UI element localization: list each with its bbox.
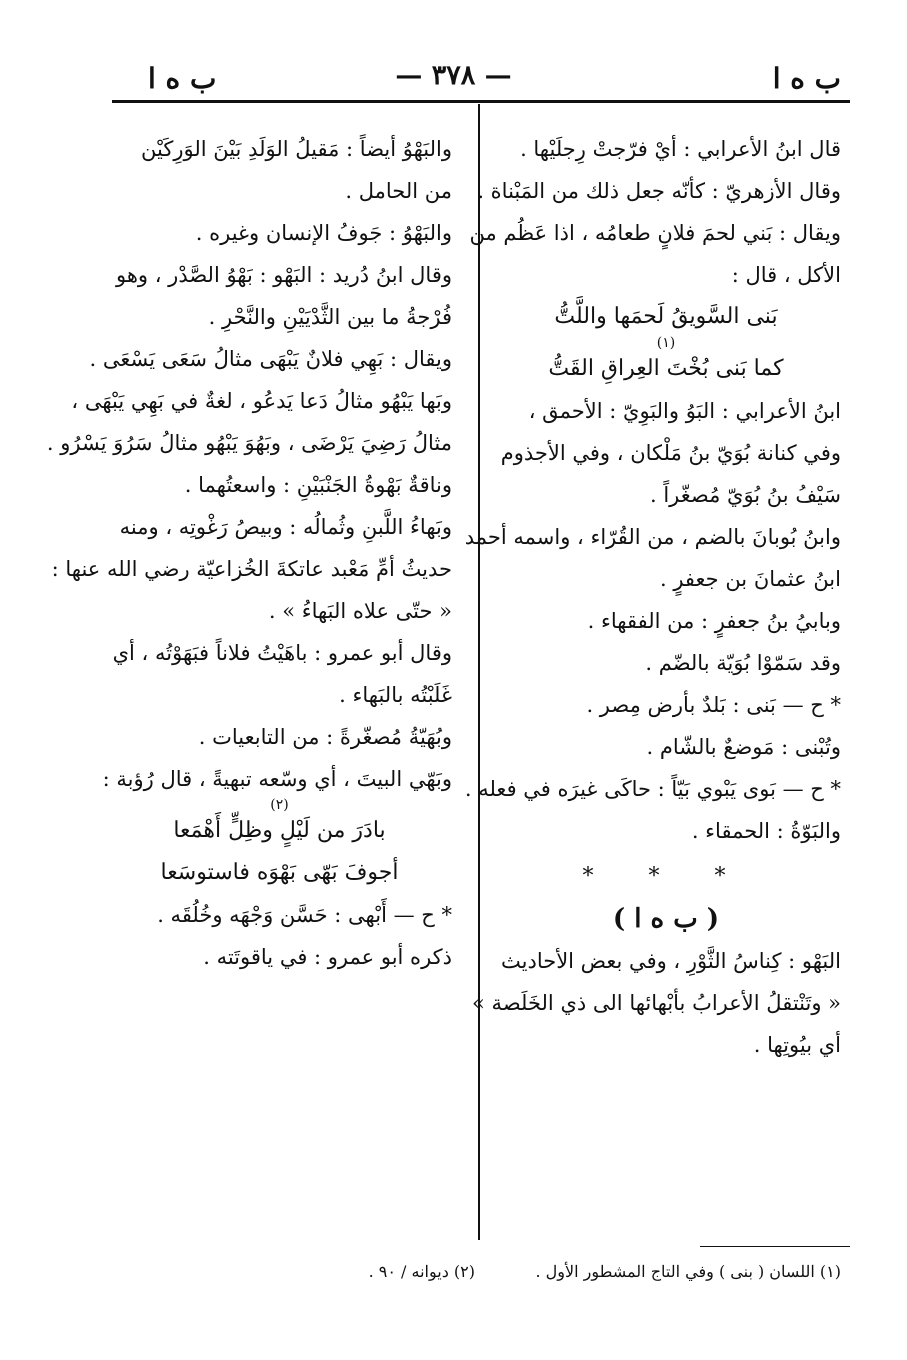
verse-line: كما بَنى بُخْتَ العِراقِ القَتُّ — [548, 356, 784, 381]
column-divider — [478, 104, 480, 1240]
text-line: وتُبْنى : مَوضعٌ بالشّام . — [646, 735, 841, 759]
text-line: وناقةٌ بَهْوةُ الجَنْبَيْنِ : واسعتُهما . — [184, 473, 452, 497]
section-title: ( ب ه ا ) — [612, 904, 720, 934]
text-line: * ح — بَنى : بَلدٌ بأرض مِصر . — [586, 693, 841, 717]
text-line: مثالُ رَضِيَ يَرْضَى ، وبَهُوَ يَبْهُو مثالُ سَرُوَ يَسْرُو . — [46, 431, 452, 455]
text-line: البَهْو : كِناسُ الثَّوْرِ ، وفي بعض الأحاديث — [501, 949, 841, 973]
text-line: « وتَنْتقلُ الأعرابُ بأبْهائها الى ذي الخَلَصة » — [472, 991, 841, 1015]
text-line: فُرْجةُ ما بين الثَّدْيَيْنِ والنَّحْرِ . — [208, 305, 452, 329]
text-line: ابنُ الأعرابي : البَوُ والبَوِيّ : الأحمق ، — [528, 399, 841, 423]
text-line: وبَهاءُ اللَّبنِ وثُمالُه : وبيصُ رَغْوتِه ، ومنه — [119, 515, 452, 539]
text-line: والبَهْوُ أيضاً : مَقيلُ الوَلَدِ بَيْنَ الوَرِكَيْن — [141, 137, 452, 161]
footnote-2: (٢) ديوانه / ٩٠ . — [368, 1262, 475, 1281]
section-separator: * * * — [582, 864, 750, 889]
verse-line: بَنى السَّويقُ لَحمَها واللَّتُّ — [554, 304, 778, 329]
text-line: والبَهْوُ : جَوفُ الإنسان وغيره . — [195, 221, 452, 245]
right-column — [464, 128, 841, 1066]
footnote-1: (١) اللسان ( بنى ) وفي التاج المشطور الأول . — [535, 1262, 841, 1281]
text-line: وقال الأزهريّ : كأنّه جعل ذلك من المَبْناة . — [477, 179, 841, 203]
text-line: من الحامل . — [345, 179, 452, 203]
text-line: وبَهّي البيتَ ، أي وسّعه تبهيةً ، قال رُؤبة : — [102, 767, 452, 791]
text-line: سَيْفُ بنُ بُوَيّ مُصغّراً . — [649, 483, 841, 507]
header-root-left: ب ه ا — [148, 62, 217, 95]
left-column — [46, 128, 452, 978]
footnote-marker: (١) — [656, 335, 676, 351]
text-line: ويقال : بَني لحمَ فلانٍ طعامُه ، اذا عَظُم من — [469, 221, 841, 245]
text-line: أي بيُوتِها . — [753, 1033, 841, 1057]
page-number: — ٣٧٨ — — [395, 60, 512, 91]
text-line: غَلَبْتُه بالبَهاء . — [339, 683, 452, 707]
text-line: وقال أبو عمرو : باهَيْتُ فلاناً فبَهَوْتُه ، أي — [112, 641, 452, 665]
text-line: قال ابنُ الأعرابي : أيْ فرّجتْ رِجلَيْها . — [520, 137, 841, 161]
footnote-marker: (٢) — [270, 797, 289, 813]
verse-line: أجوفَ بَهّى بَهْوَه فاستوسَعا — [160, 860, 399, 885]
text-line: وبابيُ بنُ جعفرٍ : من الفقهاء . — [587, 609, 841, 633]
text-line: حديثُ أمِّ مَعْبد عاتكةَ الخُزاعيّة رضي الله عنها : — [51, 557, 452, 581]
text-line: ذكره أبو عمرو : في ياقوتَته . — [203, 945, 452, 969]
text-line: وقد سَمّوْا بُوَيّة بالضّم . — [645, 651, 841, 675]
text-line: وبُهَيّةُ مُصغّرةً : من التابعيات . — [198, 725, 452, 749]
text-line: وفي كنانة بُوَيّ بنُ مَلْكان ، وفي الأجذوم — [500, 441, 841, 465]
text-line: والبَوّةُ : الحمقاء . — [691, 819, 841, 843]
text-line: ويقال : بَهِي فلانٌ يَبْهَى مثالُ سَعَى يَسْعَى . — [89, 347, 452, 371]
verse-line: بادَرَ من لَيْلٍ وظِلٍّ أَهْمَعا — [173, 818, 386, 843]
text-line: وقال ابنُ دُريد : البَهْو : بَهْوُ الصَّدْر ، وهو — [115, 263, 452, 287]
header-root-right: ب ه ا — [772, 62, 841, 95]
header-rule — [112, 100, 850, 103]
text-line: الأكل ، قال : — [731, 263, 841, 287]
footnote-rule — [700, 1246, 850, 1247]
text-line: ابنُ عثمانَ بن جعفرٍ . — [659, 567, 841, 591]
text-line: * ح — أَبْهى : حَسَّن وَجْهَه وخُلُقَه . — [157, 903, 452, 927]
text-line: « حتّى علاه البَهاءُ » . — [268, 599, 452, 623]
text-line: وبَها يَبْهُو مثالُ دَعا يَدعُو ، لغةٌ في بَهِي يَبْهَى ، — [71, 389, 452, 413]
text-line: وابنُ بُوبانَ بالضم ، من القُرّاء ، واسمه أحمد — [464, 525, 841, 549]
text-line: * ح — بَوى يَبْوي بَيّاً : حاكَى غيرَه في فعله . — [464, 777, 841, 801]
